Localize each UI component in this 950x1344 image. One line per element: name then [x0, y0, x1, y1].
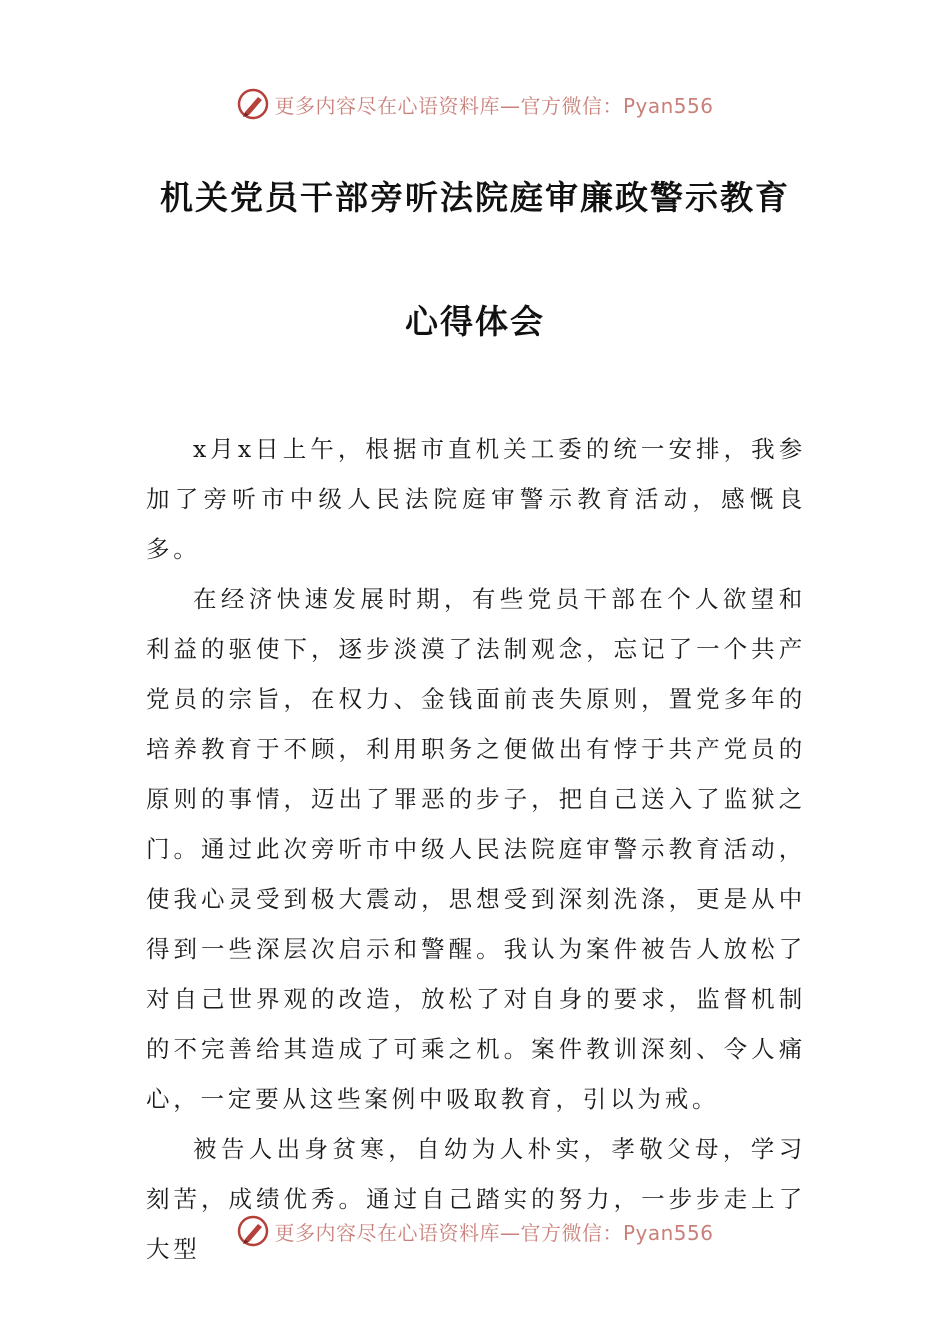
footer-banner-text: 更多内容尽在心语资料库—官方微信：Pyan556 [274, 1220, 714, 1245]
page-title-line-1: 机关党员干部旁听法院庭审廉政警示教育 [160, 178, 790, 217]
document-body [146, 424, 806, 1274]
paragraph-3: 被告人出身贫寒，自幼为人朴实，孝敬父母，学习刻苦，成绩优秀。通过自己踏实的努力，一步步走上了大型 [146, 1135, 806, 1263]
paragraph-2: 在经济快速发展时期，有些党员干部在个人欲望和利益的驱使下，逐步淡漠了法制观念，忘记了一个共产党员的宗旨，在权力、金钱面前丧失原则，置党多年的培养教育于不顾，利用职务之便做出有悖于共产党员的原则的事情，迈出了罪恶的步子，把自己送入了监狱之门。通过此次旁听市中级人民法院庭审警示教育活动，使我心灵受到极大震动，思想受到深刻洗涤，更是从中得到一些深层次启示和警醒。我认为案件被告人放松了对自己世界观的改造，放松了对自身的要求，监督机制的不完善给其造成了可乘之机。案件教训深刻、令人痛心，一定要从这些案例中吸取教育，引以为戒。 [146, 585, 806, 1113]
footer-banner [0, 1211, 950, 1251]
header-banner-text: 更多内容尽在心语资料库—官方微信：Pyan556 [274, 93, 714, 118]
pen-logo-icon [236, 1214, 270, 1248]
page-title-line-2: 心得体会 [405, 302, 545, 341]
header-banner [0, 84, 950, 124]
pen-logo-icon [236, 87, 270, 121]
paragraph-1: x月x日上午，根据市直机关工委的统一安排，我参加了旁听市中级人民法院庭审警示教育活动，感慨良多。 [146, 435, 806, 563]
